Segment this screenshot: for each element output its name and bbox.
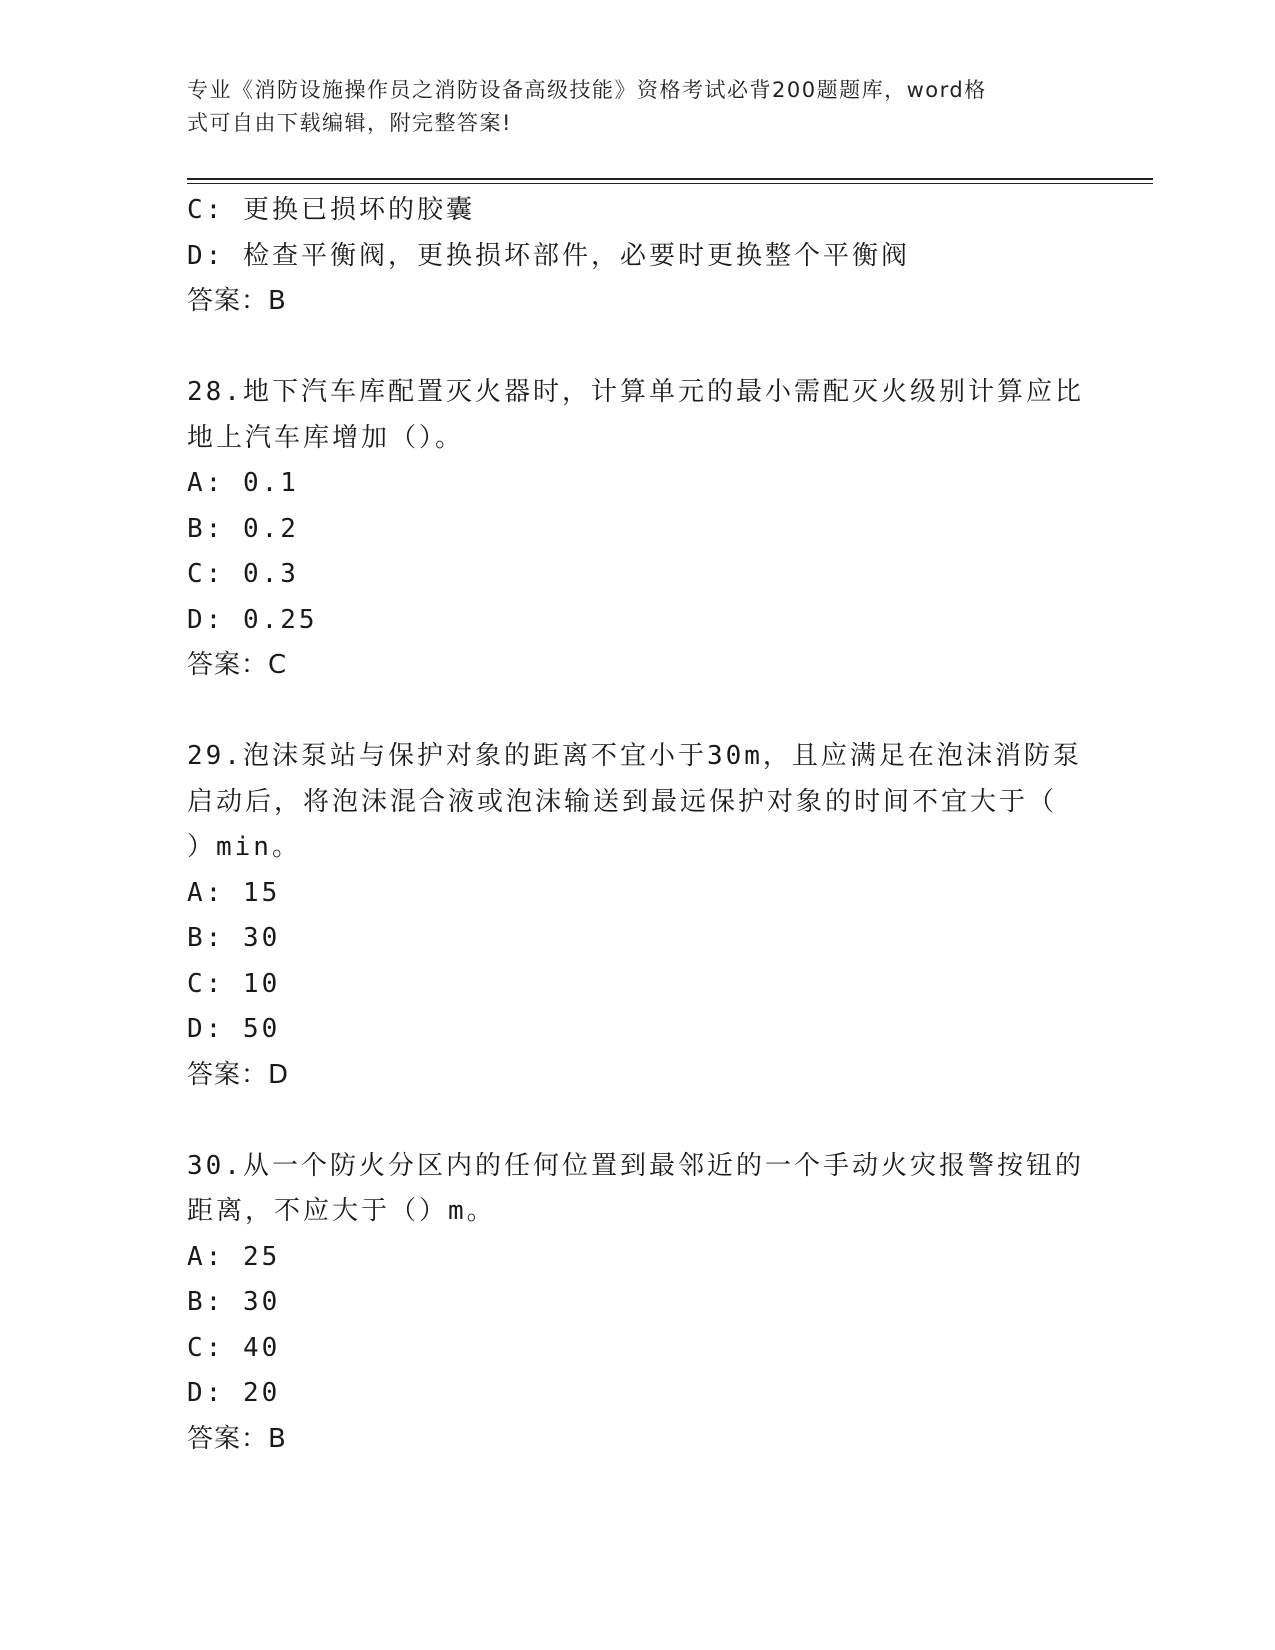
spacer [187, 1098, 1087, 1144]
option-c: C: 40 [187, 1332, 281, 1363]
question-stem-line: 29.泡沫泵站与保护对象的距离不宜小于30m，且应满足在泡沫消防泵 [187, 741, 1082, 771]
option-a: A: 0.1 [187, 468, 299, 498]
option-d: D: 0.25 [187, 604, 318, 635]
option-d: D: 20 [187, 1378, 281, 1408]
question-28 [187, 370, 1087, 689]
answer: 答案：B [187, 1423, 287, 1454]
document-body [187, 188, 1087, 1462]
question-stem-line: 启动后，将泡沫混合液或泡沫输送到最远保护对象的时间不宜大于（ [187, 786, 1058, 817]
option-d: D: 检查平衡阀，更换损坏部件，必要时更换整个平衡阀 [187, 240, 910, 271]
option-b: B: 30 [187, 923, 281, 953]
option-d: D: 50 [187, 1014, 281, 1044]
option-a: A: 15 [187, 877, 281, 908]
spacer [187, 689, 1087, 735]
document-header [187, 74, 1067, 140]
option-b: B: 30 [187, 1287, 281, 1317]
option-a: A: 25 [187, 1241, 281, 1272]
header-line-1: 专业《消防设施操作员之消防设备高级技能》资格考试必背200题题库，word格 [187, 78, 987, 102]
question-stem-line: 地上汽车库增加（）。 [187, 422, 465, 453]
answer: 答案：D [187, 1059, 290, 1090]
question-29 [187, 734, 1087, 1098]
option-c: C: 更换已损坏的胶囊 [187, 195, 475, 225]
option-c: C: 10 [187, 968, 281, 999]
header-line-2: 式可自由下载编辑，附完整答案! [187, 111, 512, 135]
option-c: C: 0.3 [187, 559, 299, 589]
question-stem-line: 距离，不应大于（）m。 [187, 1196, 496, 1226]
question-stem-line: 30.从一个防火分区内的任何位置到最邻近的一个手动火灾报警按钮的 [187, 1150, 1084, 1181]
question-stem-line: ）min。 [187, 832, 301, 862]
option-b: B: 0.2 [187, 513, 299, 544]
previous-question-tail [187, 188, 1087, 325]
question-30 [187, 1144, 1087, 1463]
answer: 答案：B [187, 286, 287, 316]
header-rule-thick [187, 178, 1153, 180]
header-rule-thin [187, 183, 1153, 184]
answer: 答案：C [187, 650, 288, 680]
question-stem-line: 28.地下汽车库配置灭火器时，计算单元的最小需配灭火级别计算应比 [187, 377, 1084, 407]
spacer [187, 325, 1087, 371]
